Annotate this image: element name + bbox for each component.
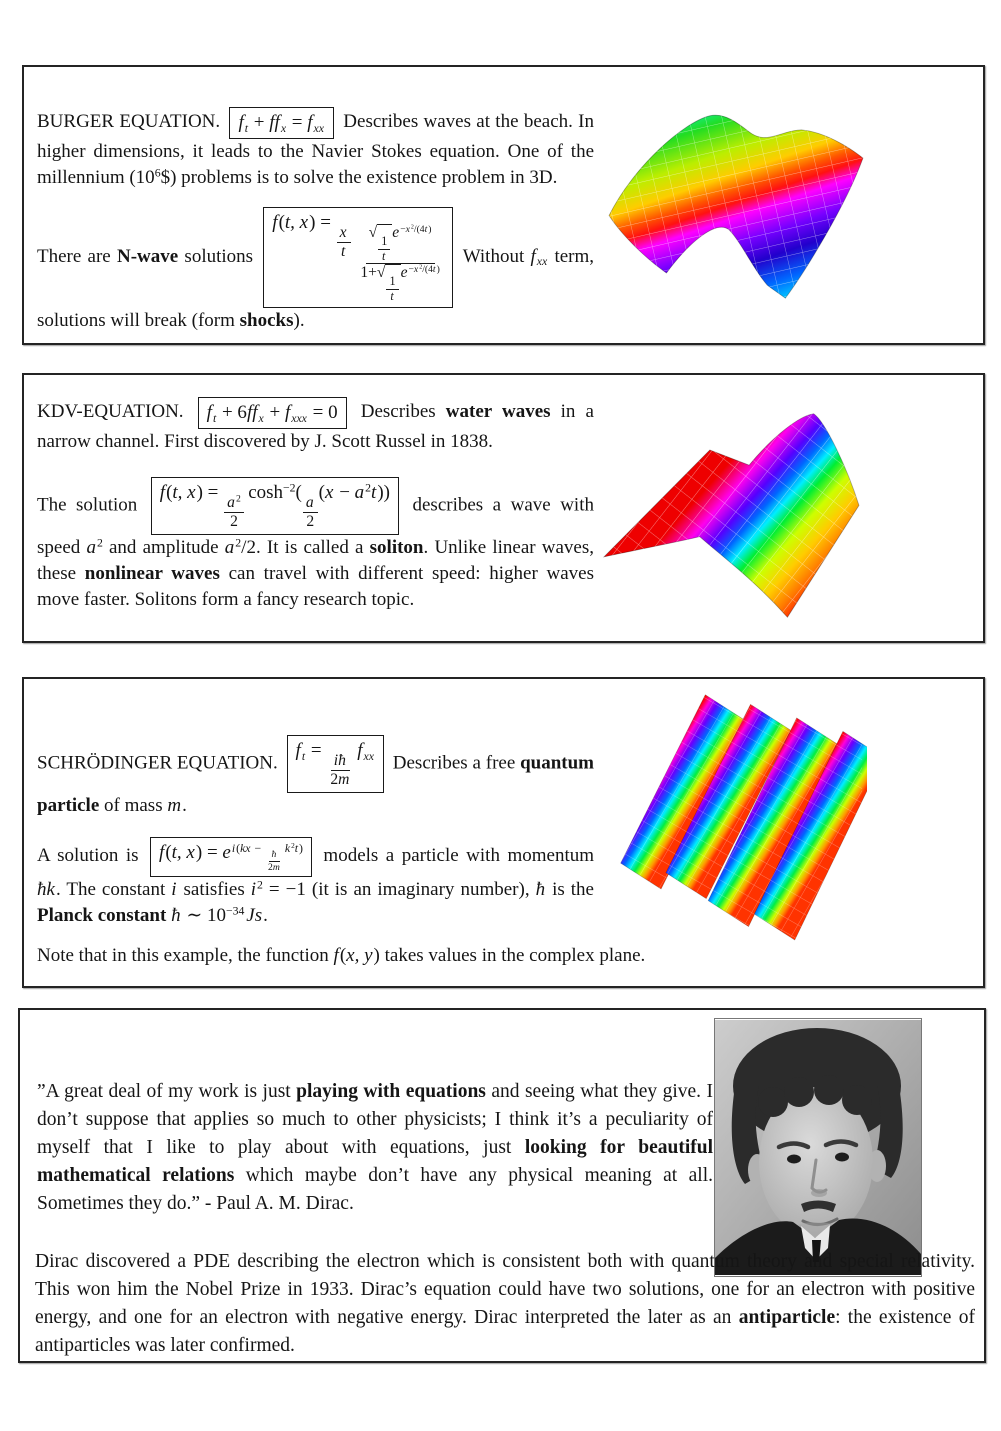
math-var: t, x — [172, 481, 196, 503]
math-text: (10 — [129, 166, 155, 188]
math-numerator — [337, 224, 351, 243]
schrodinger-text-column — [37, 735, 594, 945]
boxed-formula — [287, 735, 384, 793]
math-var: x — [339, 224, 347, 242]
math-text: ) = — [195, 842, 223, 864]
math-text: ( — [339, 945, 347, 966]
math-superscript — [231, 840, 303, 873]
math-superscript — [236, 494, 241, 505]
math-sqrt — [369, 224, 393, 263]
math-denominator — [387, 290, 397, 304]
math-text: ( — [236, 841, 241, 855]
math-text: − — [251, 841, 265, 855]
math-text: 1+ — [360, 264, 377, 282]
burger-nwave-surface-plot — [604, 109, 866, 307]
math-var: f — [238, 112, 244, 133]
math-text: + 6 — [217, 402, 247, 423]
math-var: i — [231, 841, 236, 855]
math-text: 2 — [257, 878, 263, 892]
math-var: xx — [363, 749, 374, 763]
kdv-paragraph-2: The solution f(t, x) = $\frac{a^2}{2}$ $\cosh^{-2}$( $\frac{a}{2}$ $(x - a^2t)$) describes a wave with speed $a^2$ and amplitude $a^2/2$. It is called a soliton. Unlike linear waves, these nonlinear waves can travel with different speed: higher waves move faster. Solitons form a fancy research topic. — [37, 477, 594, 613]
math-var: x — [325, 481, 334, 503]
math-subscript — [314, 122, 325, 135]
bold-text: nonlinear waves — [84, 562, 220, 584]
inline-math — [225, 537, 256, 558]
boxed-formula — [229, 107, 334, 139]
math-text: ) = — [196, 481, 224, 503]
math-numerator — [366, 224, 435, 264]
schrodinger-wave-surface-figure — [609, 689, 867, 941]
math-var: x — [405, 223, 410, 235]
inline-math — [171, 905, 263, 926]
math-var: a — [86, 536, 96, 558]
math-var: iħ — [333, 752, 346, 770]
math-superscript — [408, 264, 439, 275]
math-var: f — [333, 945, 339, 966]
math-text: 1 — [389, 273, 396, 288]
kdv-soliton-surface-figure — [602, 407, 862, 625]
math-text: ( — [166, 481, 173, 503]
math-var: ff — [246, 402, 258, 423]
math-var: x — [413, 264, 419, 276]
math-var: xx — [313, 121, 324, 135]
math-var: t — [382, 248, 386, 263]
boxed-formula — [151, 477, 399, 535]
math-denominator — [379, 250, 389, 264]
math-text: = — [287, 112, 308, 133]
inline-math — [129, 167, 176, 188]
math-superscript — [400, 224, 431, 235]
math-fraction — [337, 224, 351, 261]
math-text: 6 — [154, 166, 161, 180]
math-text: ) — [436, 264, 440, 276]
math-var: t — [424, 223, 428, 235]
math-var: t — [371, 481, 377, 503]
burger-equation-panel — [22, 65, 985, 345]
math-text: ∼ 10 — [181, 904, 226, 926]
math-var: f — [295, 740, 301, 761]
math-text: − — [334, 481, 355, 503]
math-text: 2 — [230, 513, 238, 530]
math-var: Js — [246, 904, 263, 926]
math-var: f — [159, 842, 165, 864]
math-numerator — [378, 235, 390, 250]
boxed-formula — [198, 397, 347, 429]
math-fraction — [303, 494, 318, 531]
math-denominator — [265, 862, 284, 873]
burger-paragraph-1: BURGER EQUATION. $f_t + ff_x = f_{xx}$ Describes waves at the beach. In higher dimensions, it leads to the Navier Stokes equation. One of the millennium $(10^6\$)$ problems is to solve the existence problem in 3D. — [37, 107, 594, 191]
math-text: 2 — [365, 481, 372, 495]
math-var: ħ — [271, 849, 277, 861]
dirac-bottom-column — [35, 1248, 975, 1360]
schrodinger-note — [37, 943, 967, 969]
math-var: ħk — [37, 878, 55, 900]
math-var: i — [171, 878, 177, 900]
math-var: t — [294, 841, 299, 855]
math-var: e — [222, 842, 231, 864]
kdv-soliton-surface-plot — [602, 407, 862, 625]
math-text: 2 — [306, 513, 315, 530]
inline-math — [171, 879, 177, 900]
boxed-formula — [263, 207, 453, 308]
math-text: /(4 — [413, 223, 425, 235]
math-var: a — [224, 536, 235, 558]
dirac-paragraph-2: Dirac discovered a PDE describing the electron which is consistent both with quantum theory and special relativity. This won him the Nobel Prize in 1933. Dirac’s equation could have two solutions, one for an electron with positive energy, and one for an electron with negative energy. Dirac interpreted the later as an antiparticle: the existence of antiparticles was later confirmed. — [35, 1251, 975, 1356]
math-var: a — [227, 494, 235, 512]
schrodinger-paragraph-2: A solution is f(t, $x) = e^{i(kx - \frac{ħ}{2m} k^2t)}$ models a particle with momentum ħk. The constant i satisfies $i^2 = -1$ (it is an imaginary number), ħ is the Planck constant ħ ∼ $10^{-34}Js$. — [37, 837, 594, 929]
math-text: ) — [373, 945, 380, 966]
math-numerator — [269, 849, 281, 861]
math-text: − — [400, 223, 406, 235]
math-text: /2 — [241, 536, 256, 558]
math-text: ( — [295, 481, 302, 503]
math-var: t, x — [171, 842, 195, 864]
math-var: ff — [269, 112, 280, 133]
math-text: 2 — [96, 536, 103, 550]
math-var: a — [354, 481, 365, 503]
math-numerator — [331, 752, 350, 771]
math-superscript — [226, 904, 244, 917]
math-text: 2 — [291, 840, 295, 850]
math-var: f — [159, 481, 166, 503]
kdv-equation-panel — [22, 373, 985, 643]
math-text: ( — [278, 211, 285, 233]
inline-math — [536, 879, 547, 900]
math-text: 2 — [330, 771, 339, 789]
math-denominator — [227, 513, 241, 531]
math-var: t — [212, 411, 217, 425]
math-fraction — [224, 494, 244, 531]
math-text: ( — [318, 481, 325, 503]
math-superscript — [283, 481, 296, 494]
math-fraction — [386, 275, 398, 304]
sqrt-radical-glyph: √ — [368, 224, 378, 242]
math-text: = 0 — [307, 402, 338, 423]
boxed-formula — [150, 837, 312, 877]
kdv-paragraph-1: KDV-EQUATION. $f_t + 6ff_x + f_{xxx} = 0$ Describes water waves in a narrow channel. First discovered by J. Scott Russel in 1838. — [37, 397, 594, 455]
math-text: ( — [165, 842, 172, 864]
kdv-text-column — [37, 397, 594, 629]
math-fraction — [357, 224, 442, 304]
math-superscript — [97, 536, 103, 549]
inline-math — [334, 945, 380, 966]
math-var: k — [284, 841, 291, 855]
sqrt-radical-glyph: √ — [376, 264, 386, 282]
math-var: f — [272, 211, 278, 233]
math-var: f — [284, 402, 291, 423]
bold-text: soliton — [369, 536, 424, 558]
math-text: ) — [428, 223, 432, 235]
math-text: 2 — [268, 861, 273, 873]
math-numerator — [224, 494, 244, 513]
math-text: + — [249, 112, 270, 133]
math-var: f — [206, 402, 212, 423]
sqrt-body — [377, 224, 392, 263]
math-text: 2 — [235, 536, 242, 550]
math-numerator — [386, 275, 398, 290]
bold-text: Planck constant — [37, 904, 167, 926]
math-sqrt — [377, 264, 401, 303]
math-text: = — [306, 740, 327, 761]
bold-text: antiparticle — [738, 1307, 836, 1328]
inline-math — [530, 246, 548, 267]
sqrt-body — [385, 264, 400, 303]
math-text: − — [408, 264, 414, 276]
burger-nwave-surface-figure — [604, 109, 866, 307]
math-var: ħ — [171, 904, 181, 926]
math-text: + — [264, 402, 285, 423]
math-denominator — [338, 243, 349, 261]
math-var: i — [250, 878, 257, 900]
bold-text: quantum particle — [37, 752, 594, 817]
math-var: f — [530, 245, 536, 267]
math-var: kx — [240, 841, 251, 855]
math-denominator — [303, 513, 317, 531]
math-var: t — [390, 288, 394, 303]
dirac-panel — [18, 1008, 986, 1363]
math-text: = −1 — [262, 878, 306, 900]
math-text: ) = — [309, 211, 336, 233]
math-text: 2 — [419, 264, 423, 271]
math-var: x — [258, 411, 264, 425]
math-var: a — [305, 494, 314, 512]
burger-text-column — [37, 107, 594, 350]
math-var: t — [301, 749, 306, 763]
math-fraction — [327, 752, 353, 789]
math-var: t — [340, 243, 346, 260]
dirac-quote-column — [37, 1078, 713, 1218]
math-text: $) — [160, 166, 177, 188]
math-var: t — [244, 121, 249, 135]
math-text: ) — [299, 841, 303, 855]
inline-math — [251, 879, 306, 900]
math-var: ħ — [535, 878, 546, 900]
math-var: t — [432, 264, 436, 276]
math-text: /(4 — [422, 264, 433, 276]
schrodinger-equation-panel — [22, 677, 985, 988]
math-text: cosh — [248, 481, 284, 503]
math-var: xxx — [291, 411, 307, 425]
paul-dirac-photo — [714, 1018, 922, 1277]
bold-text: water waves — [445, 401, 551, 423]
paul-dirac-portrait-image — [715, 1019, 921, 1276]
math-var: m — [272, 861, 280, 873]
math-var: m — [167, 795, 182, 817]
math-text: −2 — [283, 481, 296, 495]
math-var: x — [280, 121, 287, 135]
schrodinger-note-line: Note that in this example, the function f(x, y) takes values in the complex plane. — [37, 945, 646, 966]
dirac-quote: ”A great deal of my work is just playing with equations and seeing what they give. I don’t suppose that applies so much to other physicists; I think it’s a peculiarity of myself that I like to play about with equations, just looking for beautiful mathematical relations which maybe don’t have any physical meaning at all. Sometimes they do.” - Paul A. M. Dirac. — [37, 1081, 714, 1214]
math-subscript — [364, 750, 375, 763]
math-var: f — [357, 740, 363, 761]
inline-math — [167, 795, 182, 816]
math-var: t, x — [284, 211, 309, 233]
math-subscript — [291, 412, 308, 425]
burger-paragraph-2: There are N-wave solutions f(t, x) = $\frac{x}{t}$ √ $\frac{1}{t}$ $e^{-x^2/(4t)}$ 1+ √ $\frac{1}{t}$ $e^{-x^2/(4t)}$ Without $f_{xx}$ term, solutions will break (form shocks). — [37, 207, 594, 334]
inline-math — [86, 537, 102, 558]
math-fraction — [265, 849, 284, 872]
math-text: 2 — [410, 224, 414, 231]
bold-text: shocks — [239, 309, 294, 331]
inline-math — [37, 879, 56, 900]
math-text: −34 — [226, 904, 245, 918]
math-text: )) — [377, 481, 390, 503]
schrodinger-wave-surface-plot — [609, 689, 867, 941]
math-denominator — [357, 264, 442, 303]
math-denominator — [327, 771, 353, 789]
bold-text: looking for beautiful mathematical relations — [37, 1137, 714, 1186]
math-text: 2 — [235, 493, 241, 505]
bold-text: playing with equations — [296, 1081, 486, 1102]
math-var: e — [400, 264, 408, 282]
math-fraction — [378, 235, 390, 264]
math-numerator — [303, 494, 318, 513]
math-var: x, y — [346, 945, 373, 966]
math-var: xx — [536, 255, 548, 269]
math-var: f — [307, 112, 313, 133]
math-text: 1 — [381, 233, 388, 248]
math-subscript — [537, 255, 548, 268]
math-var: e — [392, 224, 400, 242]
schrodinger-paragraph-1: SCHRÖDINGER EQUATION. $f_t$ = $\frac{iħ}{2m}$ $f_{xx}$ Describes a free quantum particle of mass m. — [37, 735, 594, 819]
bold-text: N-wave — [116, 245, 179, 267]
math-var: m — [338, 771, 350, 789]
